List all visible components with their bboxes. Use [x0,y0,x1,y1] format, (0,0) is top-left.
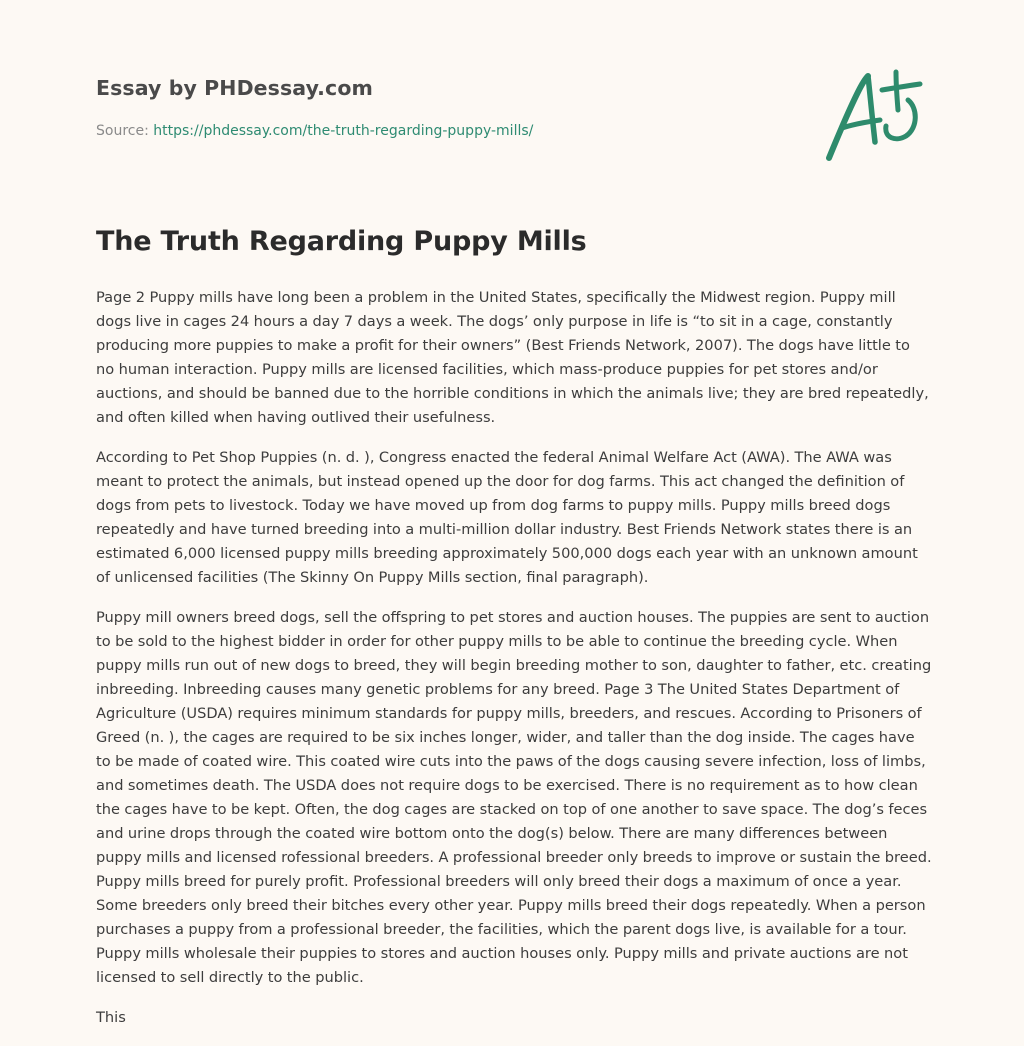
header [96,76,796,139]
essay-paragraph-1: Page 2 Puppy mills have long been a problem in the United States, specifically the Midwest region. Puppy mill dogs live in cages 24 hours a day 7 days a week. The dogs’ only purpose in life is “to sit in a cage, constantly producing more puppies to make a profit for their owners” (Best Friends Network, 2007). The dogs have little to no human interaction. Puppy mills are licensed facilities, which mass-produce puppies for pet stores and/or auctions, and should be banned due to the horrible conditions in which the animals live; they are bred repeatedly, and often killed when having outlived their usefulness. [96,289,929,426]
essay-paragraph-3: Puppy mill owners breed dogs, sell the offspring to pet stores and auction houses. The puppies are sent to auction to be sold to the highest bidder in order for other puppy mills to be able to continue the breeding cycle. When puppy mills run out of new dogs to breed, they will begin breeding mother to son, daughter to father, etc. creating inbreeding. Inbreeding causes many genetic problems for any breed. Page 3 The United States Department of Agriculture (USDA) requires minimum standards for puppy mills, breeders, and rescues. According to Prisoners of Greed (n. ), the cages are required to be six inches longer, wider, and taller than the dog inside. The cages have to be made of coated wire. This coated wire cuts into the paws of the dogs causing severe infection, loss of limbs, and sometimes death. The USDA does not require dogs to be exercised. There is no requirement as to how clean the cages have to be kept. Often, the dog cages are stacked on top of one another to save space. The dog’s feces and urine drops through the coated wire bottom onto the dog(s) below. There are many differences between puppy mills and licensed rofessional breeders. A professional breeder only breeds to improve or sustain the breed. Puppy mills breed for purely profit. Professional breeders will only breed their dogs a maximum of once a year. Some breeders only breed their bitches every other year. Puppy mills breed their dogs repeatedly. When a person purchases a puppy from a professional breeder, the facilities, which the parent dogs live, is available for a tour. Puppy mills wholesale their puppies to stores and auction houses only. Puppy mills and private auctions are not licensed to sell directly to the public. [96,609,932,986]
a-plus-logo-icon [820,64,930,168]
source-line [96,123,533,139]
essay-paragraph-2: According to Pet Shop Puppies (n. d. ), Congress enacted the federal Animal Welfare Act (AWA). The AWA was meant to protect the animals, but instead opened up the door for dog farms. This act changed the definition of dogs from pets to livestock. Today we have moved up from dog farms to puppy mills. Puppy mills breed dogs repeatedly and have turned breeding into a multi-million dollar industry. Best Friends Network states there is an estimated 6,000 licensed puppy mills breeding approximately 500,000 dogs each year with an unknown amount of unlicensed facilities (The Skinny On Puppy Mills section, final paragraph). [96,449,918,586]
essay-title: The Truth Regarding Puppy Mills [96,226,587,257]
essay-body [96,286,932,1046]
essay-paragraph-4: This [96,1009,126,1026]
source-label: Source: [96,123,149,139]
brand-title: Essay by PHDessay.com [96,76,373,100]
source-link[interactable]: https://phdessay.com/the-truth-regarding-puppy-mills/ [153,123,534,139]
